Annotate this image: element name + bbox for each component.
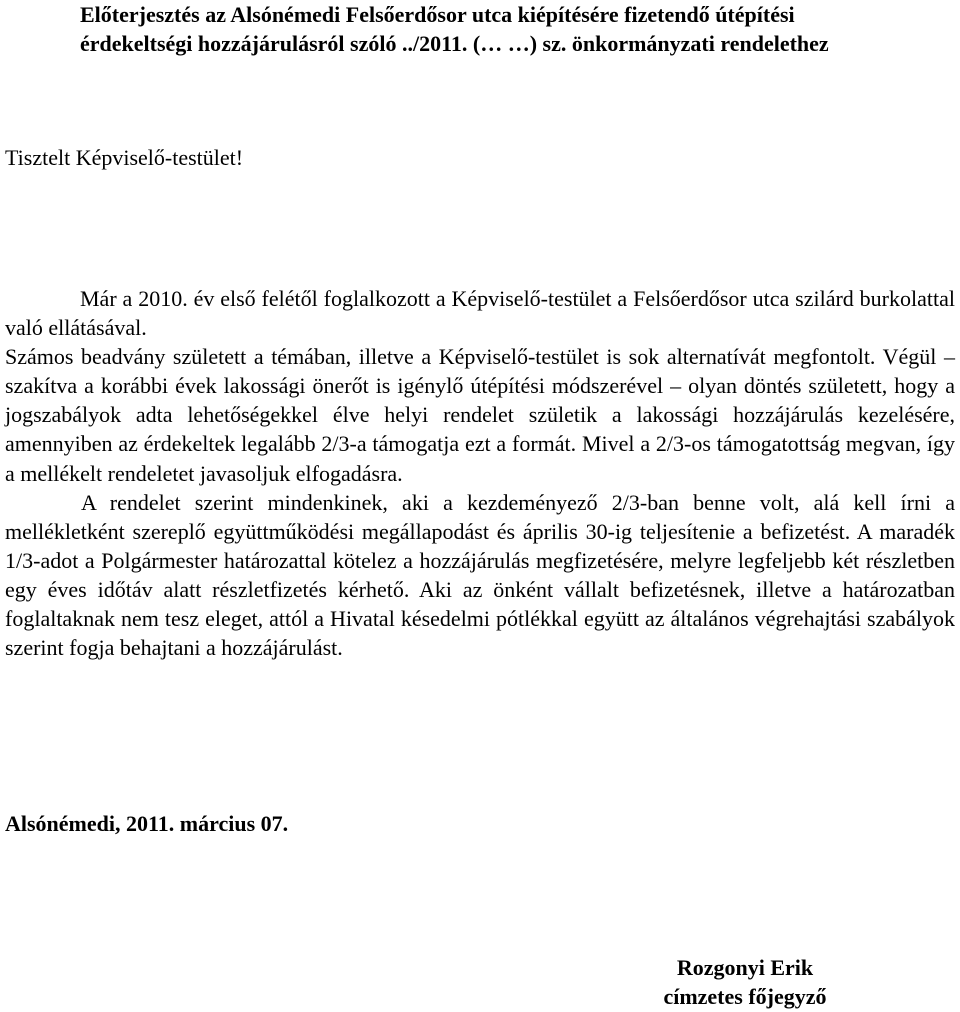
title-line-1: Előterjesztés az Alsónémedi Felsőerdősor utca kiépítésére fizetendő útépítési <box>80 2 795 27</box>
paragraph-1: Már a 2010. év első felétől foglalkozott a Képviselő-testület a Felsőerdősor utca szilárd burkolattal való ellátásával. <box>5 286 955 341</box>
paragraph-2: Számos beadvány született a témában, illetve a Képviselő-testület is sok alternatívát megfontolt. Végül – szakítva a korábbi évek lakossági önerőt is igénylő útépítési módszerével – olyan döntés született, hogy a jogszabályok adta lehetőségekkel élve helyi rendelet születik a lakossági hozzájárulás kezelésére, amennyiben az érdekeltek legalább 2/3-a támogatja ezt a formát. Mivel a 2/3-os támogatottság megvan, így a mellékelt rendeletet javasoljuk elfogadásra. <box>5 344 955 486</box>
signature-block <box>645 953 845 1011</box>
paragraph-3: A rendelet szerint mindenkinek, aki a kezdeményező 2/3-ban benne volt, alá kell írni a mellékletként szereplő együttműködési megállapodást és április 30-ig teljesítenie a befizetést. A maradék 1/3-adot a Polgármester határozattal kötelez a hozzájárulás megfizetésére, melyre legfeljebb két részletben egy éves időtáv alatt részletfizetés kérhető. Aki az önként vállalt befizetésnek, illetve a határozatban foglaltaknak nem tesz eleget, attól a Hivatal késedelmi pótlékkal együtt az általános végrehajtási szabályok szerint fogja behajtani a hozzájárulást. <box>5 489 955 661</box>
document-title <box>80 0 940 58</box>
document-body <box>5 284 955 662</box>
salutation: Tisztelt Képviselő-testület! <box>5 145 244 170</box>
title-line-2: érdekeltségi hozzájárulásról szóló ../2011. (… …) sz. önkormányzati rendelethez <box>80 31 829 56</box>
signatory-name: Rozgonyi Erik <box>676 955 814 980</box>
date-line: Alsónémedi, 2011. március 07. <box>5 811 289 836</box>
signatory-title: címzetes főjegyző <box>663 984 827 1009</box>
